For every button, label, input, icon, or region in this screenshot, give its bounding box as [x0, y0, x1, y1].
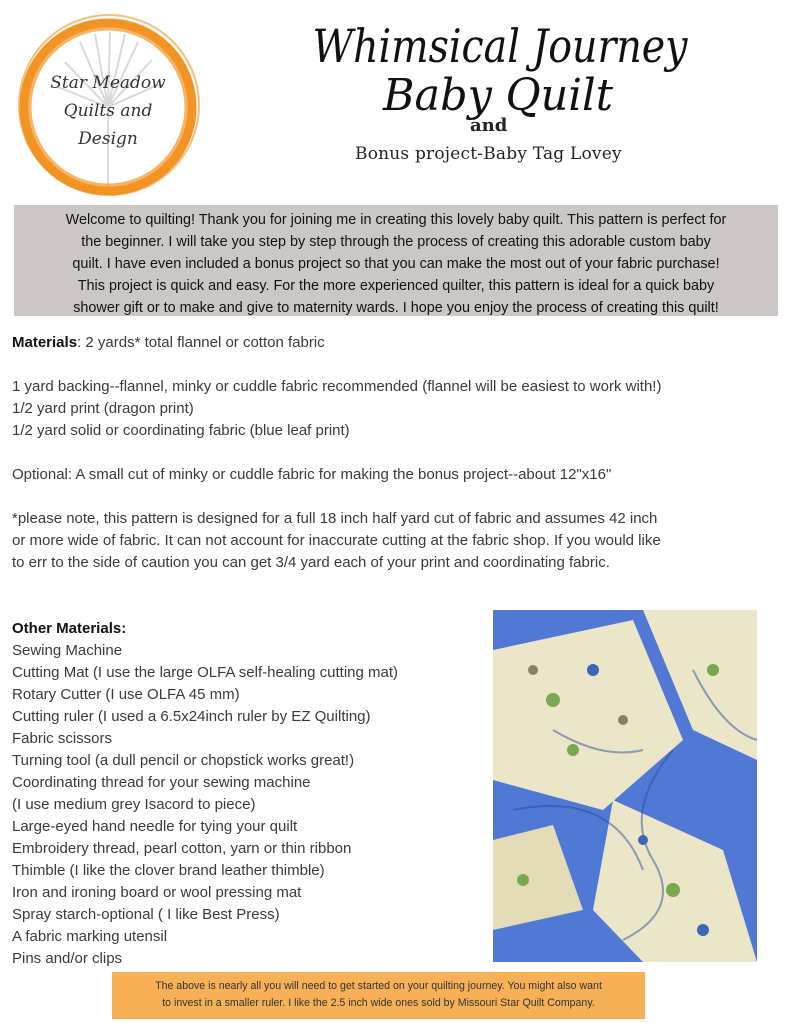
materials-optional	[12, 464, 611, 486]
other-material-item: Iron and ironing board or wool pressing mat	[12, 884, 302, 901]
materials-note	[12, 508, 661, 574]
logo-text-line-2: Quilts and	[63, 101, 153, 121]
bonus-project-subtitle: Bonus project-Baby Tag Lovey	[355, 144, 622, 164]
logo-text-line-3: Design	[78, 129, 138, 149]
brand-logo	[10, 12, 206, 202]
note-line: to err to the side of caution you can get 3/4 yard each of your print and coordinating fabric.	[12, 554, 610, 571]
materials-list	[12, 376, 661, 442]
materials-label: Materials	[12, 334, 78, 351]
other-material-item: Cutting Mat (I use the large OLFA self-healing cutting mat)	[12, 664, 399, 681]
other-material-item: Large-eyed hand needle for tying your quilt	[12, 818, 298, 835]
footer-note-line: The above is nearly all you will need to get started on your quilting journey. You might also want	[155, 980, 602, 992]
other-material-item: (I use medium grey Isacord to piece)	[12, 796, 256, 813]
other-material-item: Pins and/or clips	[12, 950, 123, 967]
note-line: or more wide of fabric. It can not account for inaccurate cutting at the fabric shop. If you would like	[12, 532, 661, 549]
material-item: 1/2 yard solid or coordinating fabric (blue leaf print)	[12, 422, 350, 439]
material-item: 1 yard backing--flannel, minky or cuddle fabric recommended (flannel will be easiest to work with!)	[12, 378, 662, 395]
welcome-line: Welcome to quilting! Thank you for joining me in creating this lovely baby quilt. This pattern is perfect for	[65, 212, 727, 228]
footer-note-line: to invest in a smaller ruler. I like the 2.5 inch wide ones sold by Missouri Star Quilt Company.	[162, 997, 595, 1009]
welcome-line: quilt. I have even included a bonus project so that you can make the most out of your fabric purchase!	[72, 256, 720, 272]
logo-text-line-1: Star Meadow	[50, 73, 166, 93]
other-material-item: Embroidery thread, pearl cotton, yarn or thin ribbon	[12, 840, 352, 857]
material-item: 1/2 yard print (dragon print)	[12, 400, 194, 417]
footer-note	[112, 972, 645, 1019]
welcome-line: the beginner. I will take you step by step through the process of creating this adorable custom baby	[81, 234, 711, 250]
other-material-item: Thimble (I like the clover brand leather thimble)	[12, 862, 325, 879]
other-material-item: Fabric scissors	[12, 730, 113, 747]
other-material-item: Cutting ruler (I used a 6.5x24inch ruler by EZ Quilting)	[12, 708, 371, 725]
pattern-title	[300, 10, 700, 122]
quilt-photo	[493, 610, 757, 962]
other-material-item: Sewing Machine	[12, 642, 123, 659]
welcome-line: shower gift or to make and give to maternity wards. I hope you enjoy the process of creating this quilt!	[73, 300, 719, 316]
other-materials	[12, 618, 398, 970]
other-material-item: Coordinating thread for your sewing machine	[12, 774, 311, 791]
materials-summary	[12, 332, 325, 354]
title-line-1: Whimsical Journey	[312, 19, 689, 73]
title-and: and	[470, 115, 508, 136]
materials-summary-text: : 2 yards* total flannel or cotton fabric	[77, 334, 325, 351]
other-material-item: Spray starch-optional ( I like Best Press)	[12, 906, 280, 923]
optional-text: Optional: A small cut of minky or cuddle fabric for making the bonus project--about 12"x16"	[12, 466, 612, 483]
note-line: *please note, this pattern is designed for a full 18 inch half yard cut of fabric and assumes 42 inch	[12, 510, 658, 527]
other-material-item: A fabric marking utensil	[12, 928, 168, 945]
welcome-line: This project is quick and easy. For the more experienced quilter, this pattern is ideal for a quick baby	[77, 278, 715, 294]
title-line-2: Baby Quilt	[382, 70, 614, 121]
other-materials-heading: Other Materials:	[12, 620, 127, 637]
other-material-item: Rotary Cutter (I use OLFA 45 mm)	[12, 686, 240, 703]
welcome-box	[14, 205, 778, 316]
other-material-item: Turning tool (a dull pencil or chopstick works great!)	[12, 752, 355, 769]
